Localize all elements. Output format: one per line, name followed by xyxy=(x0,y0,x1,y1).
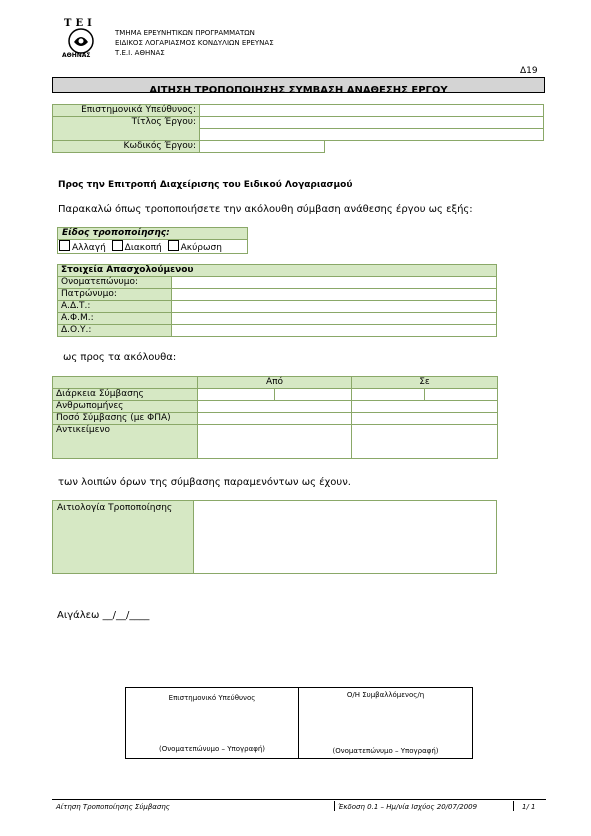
footer-divider-1 xyxy=(334,801,335,811)
employee-id-label: Α.Δ.Τ.: xyxy=(58,301,172,313)
row-object-label: Αντικείμενο xyxy=(53,425,198,459)
manmonths-from[interactable] xyxy=(198,401,352,413)
footer-middle: Έκδοση 0.1 – Ημ/νία Ισχύος 20/07/2009 xyxy=(338,803,478,811)
row-amount-label: Ποσό Σύμβασης (με ΦΠΑ) xyxy=(53,413,198,425)
justification-field[interactable] xyxy=(194,501,496,573)
project-title-field-2[interactable] xyxy=(200,129,544,141)
checkbox-cancel[interactable] xyxy=(168,240,179,251)
employee-father-field[interactable] xyxy=(172,289,497,301)
project-code-field[interactable] xyxy=(200,141,325,153)
signature-box xyxy=(125,687,473,759)
form-code: Δ19 xyxy=(520,66,538,76)
header-line-3: Τ.Ε.Ι. ΑΘΗΝΑΣ xyxy=(115,49,165,57)
changes-header-blank xyxy=(53,377,198,389)
logo-top-text: ΤΕΙ xyxy=(64,18,96,29)
col-to-header: Σε xyxy=(352,377,498,389)
duration-from-1[interactable] xyxy=(198,389,275,401)
signature-left-caption: (Ονοματεπώνυμο – Υπογραφή) xyxy=(159,745,265,753)
employee-afm-label: Α.Φ.Μ.: xyxy=(58,313,172,325)
project-title-label: Τίτλος Έργου: xyxy=(53,117,200,141)
modification-heading: Είδος τροποποίησης: xyxy=(58,228,247,240)
signature-left[interactable] xyxy=(126,688,299,758)
project-code-label: Κωδικός Έργου: xyxy=(53,141,200,153)
row-manmonths-label: Ανθρωπομήνες xyxy=(53,401,198,413)
modification-type-box xyxy=(57,227,248,254)
place-date: Αιγάλεω __/__/____ xyxy=(57,610,150,621)
employee-doy-label: Δ.Ο.Υ.: xyxy=(58,325,172,337)
title-bar xyxy=(52,77,545,96)
option-stop[interactable]: Διακοπή xyxy=(112,243,162,253)
page-title: ΑΙΤΗΣΗ ΤΡΟΠΟΠΟΙΗΣΗΣ ΣΥΜΒΑΣΗ ΑΝΑΘΕΣΗΣ ΕΡΓΟΥ xyxy=(149,85,448,96)
footer-divider-2 xyxy=(513,801,514,811)
request-text: Παρακαλώ όπως τροποποιήσετε την ακόλουθη σύμβαση ανάθεσης έργου ως εξής: xyxy=(58,204,473,215)
justification-box xyxy=(52,500,497,574)
justification-label-cell xyxy=(53,501,194,573)
employee-name-label: Ονοματεπώνυμο: xyxy=(58,277,172,289)
duration-from-2[interactable] xyxy=(275,389,352,401)
supervisor-label: Επιστημονικά Υπεύθυνος: xyxy=(53,105,200,117)
logo-bottom-text: ΑΘΗΝΑΣ xyxy=(62,52,91,59)
amount-to[interactable] xyxy=(352,413,498,425)
footer-left: Αίτηση Τροποποίησης Σύμβασης xyxy=(56,803,170,811)
signature-left-title: Επιστημονικό Υπεύθυνος xyxy=(168,694,256,702)
supervisor-field[interactable] xyxy=(200,105,544,117)
employee-name-field[interactable] xyxy=(172,277,497,289)
empty-cell xyxy=(325,141,544,153)
object-from[interactable] xyxy=(198,425,352,459)
employee-id-field[interactable] xyxy=(172,301,497,313)
col-from-header: Από xyxy=(198,377,352,389)
row-duration-label: Διάρκεια Σύμβασης xyxy=(53,389,198,401)
duration-to-1[interactable] xyxy=(352,389,425,401)
employee-heading: Στοιχεία Απασχολούμενου xyxy=(58,265,497,277)
remaining-terms-text: των λοιπών όρων της σύμβασης παραμενόντων ως έχουν. xyxy=(58,477,351,488)
header-line-1: ΤΜΗΜΑ ΕΡΕΥΝΗΤΙΚΩΝ ΠΡΟΓΡΑΜΜΑΤΩΝ xyxy=(115,29,255,37)
employee-table xyxy=(57,264,497,337)
logo xyxy=(60,20,102,62)
employee-afm-field[interactable] xyxy=(172,313,497,325)
signature-right[interactable] xyxy=(299,688,472,758)
justification-label: Αιτιολογία Τροποποίησης xyxy=(57,503,173,513)
header-line-2: ΕΙΔΙΚΟΣ ΛΟΓΑΡΙΑΣΜΟΣ ΚΟΝΔΥΛΙΩΝ ΕΡΕΥΝΑΣ xyxy=(115,39,274,47)
employee-father-label: Πατρώνυμο: xyxy=(58,289,172,301)
project-title-field-1[interactable] xyxy=(200,117,544,129)
footer-page: 1/ 1 xyxy=(522,803,536,811)
option-cancel[interactable]: Ακύρωση xyxy=(168,243,222,253)
employee-doy-field[interactable] xyxy=(172,325,497,337)
signature-right-caption: (Ονοματεπώνυμο – Υπογραφή) xyxy=(332,747,439,755)
footer-rule xyxy=(52,799,546,800)
project-info-table xyxy=(52,104,544,153)
duration-to-2[interactable] xyxy=(425,389,498,401)
addressee: Προς την Επιτροπή Διαχείρισης του Ειδικού Λογαριασμού xyxy=(58,180,353,190)
regarding-text: ως προς τα ακόλουθα: xyxy=(63,352,177,363)
option-change[interactable]: Αλλαγή xyxy=(59,243,106,253)
checkbox-change[interactable] xyxy=(59,240,70,251)
signature-right-title: Ο/Η Συμβαλλόμενος/η xyxy=(346,691,425,699)
amount-from[interactable] xyxy=(198,413,352,425)
changes-table xyxy=(52,376,498,459)
manmonths-to[interactable] xyxy=(352,401,498,413)
object-to[interactable] xyxy=(352,425,498,459)
checkbox-stop[interactable] xyxy=(112,240,123,251)
